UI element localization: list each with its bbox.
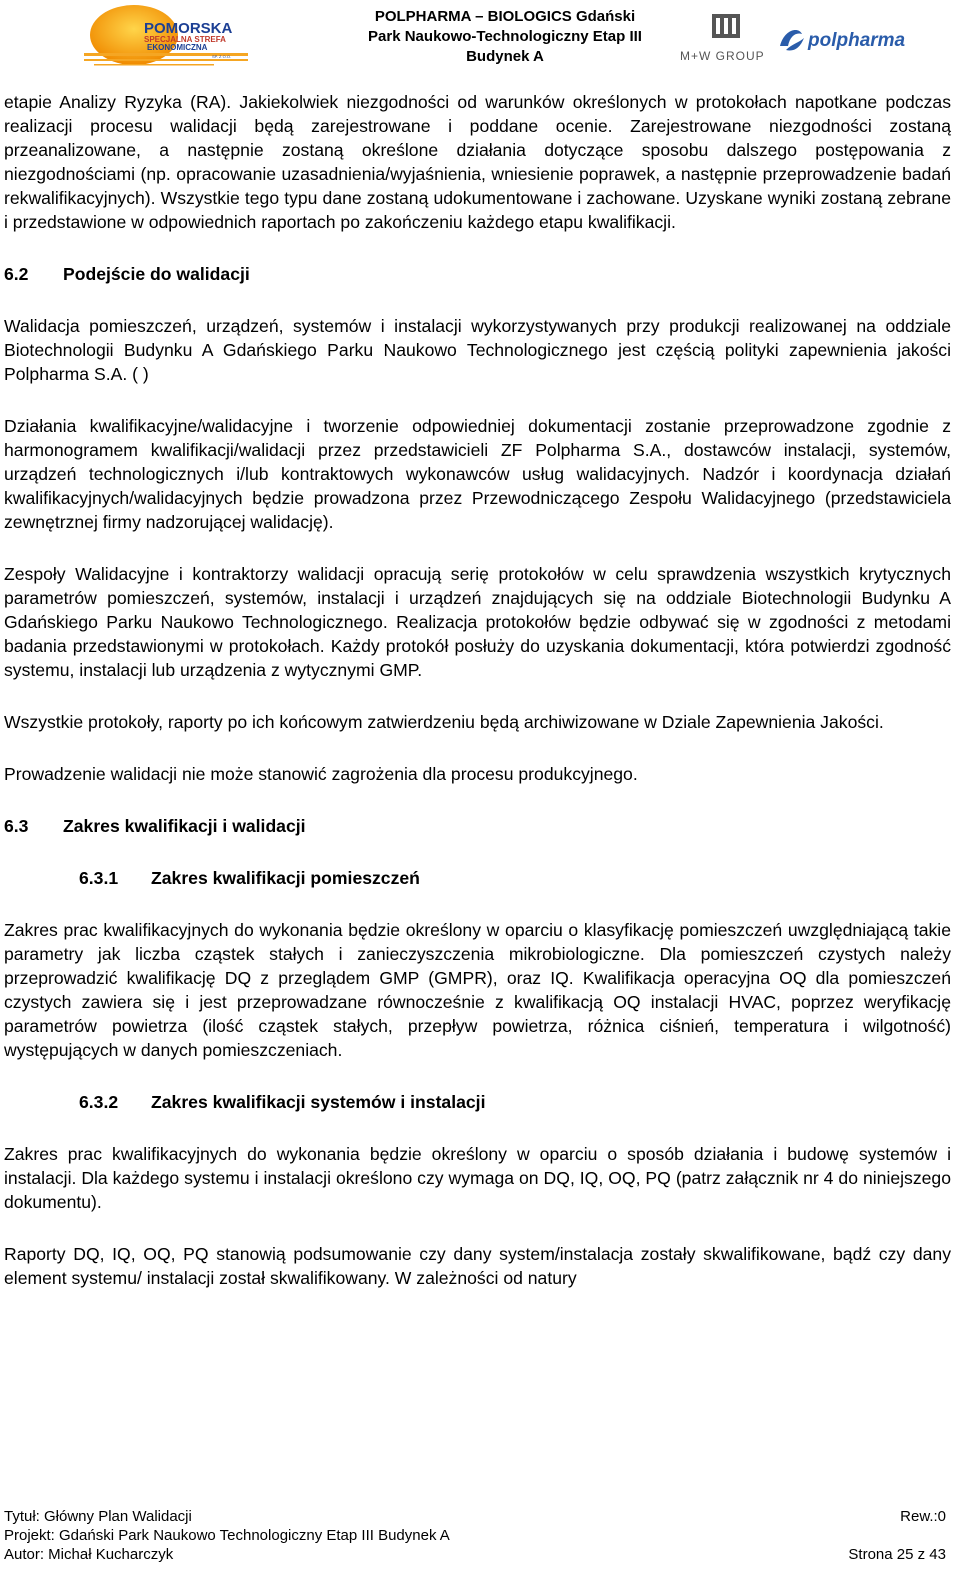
polpharma-label: polpharma — [808, 30, 906, 51]
header-title-line-2: Park Naukowo-Technologiczny Etap III — [368, 28, 642, 45]
document-body — [4, 90, 951, 1290]
paragraph: Zakres prac kwalifikacyjnych do wykonania będzie określony w oparciu o klasyfikację pomieszczeń uwzględniającą takie parametry jak liczba cząstek stałych i zanieczyszczenia mikrobiologiczne. Dla pomieszczeń czystych należy przeprowadzić kwalifikację DQ z przeglądem GMP (GMPR), oraz IQ. Kwalifikacja operacyjna OQ dla pomieszczeń czystych zawiera się i jest przeprowadzane równocześnie z kwalifikacją OQ instalacji HVAC, poprzez weryfikację parametrów powietrza (ilość cząstek stałych, przepływ powietrza, różnica ciśnień, temperatura i wilgotność) występujących w danych pomieszczeniach. — [4, 920, 951, 1060]
paragraph: etapie Analizy Ryzyka (RA). Jakiekolwiek niezgodności od warunków określonych w protokołach napotkane podczas realizacji procesu walidacji będą zarejestrowane i poddane ocenie. Zarejestrowane niezgodności zostaną przeanalizowane, a następnie zostaną określone działania dotyczące sposobu dalszego postępowania z niezgodnościami (np. opracowanie uzasadnienia/wyjaśnienia, wniesienie poprawek, a następnie przeprowadzenie badań rekwalifikacyjnych). Wszystkie tego typu dane zostaną udokumentowane i zachowane. Uzyskane wyniki zostaną zebrane i przedstawione w odpowiednich raportach po zakończeniu każdego etapu kwalifikacji. — [4, 92, 951, 232]
paragraph: Raporty DQ, IQ, OQ, PQ stanowią podsumowanie czy dany system/instalacja zostały skwalifikowane, bądź czy dany element systemu/ instalacji został skwalifikowany. W zależności od natury — [4, 1244, 951, 1288]
header-title — [345, 7, 665, 67]
section-heading-6-2 — [4, 262, 951, 286]
footer-revision: Rew.:0 — [900, 1508, 946, 1525]
paragraph: Zakres prac kwalifikacyjnych do wykonania będzie określony w oparciu o sposób działania i budowę systemów i instalacji. Dla każdego systemu i instalacji określono czy wymaga on DQ, IQ, OQ, PQ (patrz załącznik nr 4 do niniejszego dokumentu). — [4, 1144, 951, 1212]
logo-line-4: SP. Z O.O. — [212, 54, 232, 59]
mw-group-logo — [676, 12, 776, 68]
subsection-title: Zakres kwalifikacji pomieszczeń — [151, 868, 420, 888]
section-number: 6.2 — [4, 264, 29, 284]
subsection-number: 6.3.2 — [79, 1092, 119, 1112]
paragraph: Działania kwalifikacyjne/walidacyjne i tworzenie odpowiedniej dokumentacji zostanie przeprowadzone zgodnie z harmonogramem kwalifikacji/walidacji przez przedstawicieli ZF Polpharma S.A., dostawców instalacji, systemów, urządzeń technologicznych i/lub kontraktowych wykonawców usług walidacyjnych. Nadzór i koordynacja działań kwalifikacyjnych/walidacyjnych będzie prowadzona przez Przewodniczącego Zespołu Walidacyjnego (przedstawiciela zewnętrznej firmy nadzorującej walidację). — [4, 416, 951, 532]
subsection-title: Zakres kwalifikacji systemów i instalacji — [151, 1092, 486, 1112]
paragraph: Walidacja pomieszczeń, urządzeń, systemów i instalacji wykorzystywanych przy produkcji realizowanej na oddziale Biotechnologii Budynku A Gdańskiego Parku Naukowo Technologicznego jest częścią polityki zapewnienia jakości Polpharma S.A. ( ) — [4, 316, 951, 384]
section-title: Podejście do walidacji — [63, 264, 250, 284]
logo-line-2: SPECJALNA STREFA — [144, 35, 226, 44]
subsection-heading-6-3-1 — [79, 866, 951, 890]
subsection-heading-6-3-2 — [79, 1090, 951, 1114]
page-header — [0, 0, 960, 80]
mw-group-label: M+W GROUP — [680, 49, 765, 63]
pomorska-sse-logo — [84, 3, 248, 71]
paragraph: Prowadzenie walidacji nie może stanowić zagrożenia dla procesu produkcyjnego. — [4, 764, 638, 784]
polpharma-logo — [776, 20, 926, 60]
section-title: Zakres kwalifikacji i walidacji — [63, 816, 306, 836]
logo-line-3: EKONOMICZNA — [147, 43, 208, 52]
section-heading-6-3 — [4, 814, 951, 838]
section-number: 6.3 — [4, 816, 29, 836]
logo-line-1: POMORSKA — [144, 20, 233, 37]
header-title-line-3: Budynek A — [466, 48, 544, 65]
footer-author: Autor: Michał Kucharczyk — [4, 1546, 174, 1563]
paragraph: Wszystkie protokoły, raporty po ich końcowym zatwierdzeniu będą archiwizowane w Dziale Zapewnienia Jakości. — [4, 712, 884, 732]
page-footer — [4, 1507, 946, 1564]
header-title-line-1: POLPHARMA – BIOLOGICS Gdański — [374, 8, 636, 25]
subsection-number: 6.3.1 — [79, 868, 119, 888]
footer-title: Tytuł: Główny Plan Walidacji — [4, 1508, 192, 1525]
footer-project: Projekt: Gdański Park Naukowo Technologiczny Etap III Budynek A — [4, 1527, 450, 1544]
footer-page-number: Strona 25 z 43 — [848, 1546, 946, 1563]
paragraph: Zespoły Walidacyjne i kontraktorzy walidacji opracują serię protokołów w celu sprawdzenia wszystkich krytycznych parametrów pomieszczeń, systemów, instalacji i urządzeń znajdujących się na oddziale Biotechnologii Budynku A Gdańskiego Parku Naukowo Technologicznego. Realizacja protokołów będzie odbywać się w zgodności z metodami badania przedstawionymi w protokołach. Każdy protokół posłuży do uzyskania dokumentacji, która potwierdzi zgodność systemu, instalacji lub urządzenia z wytycznymi GMP. — [4, 564, 951, 680]
